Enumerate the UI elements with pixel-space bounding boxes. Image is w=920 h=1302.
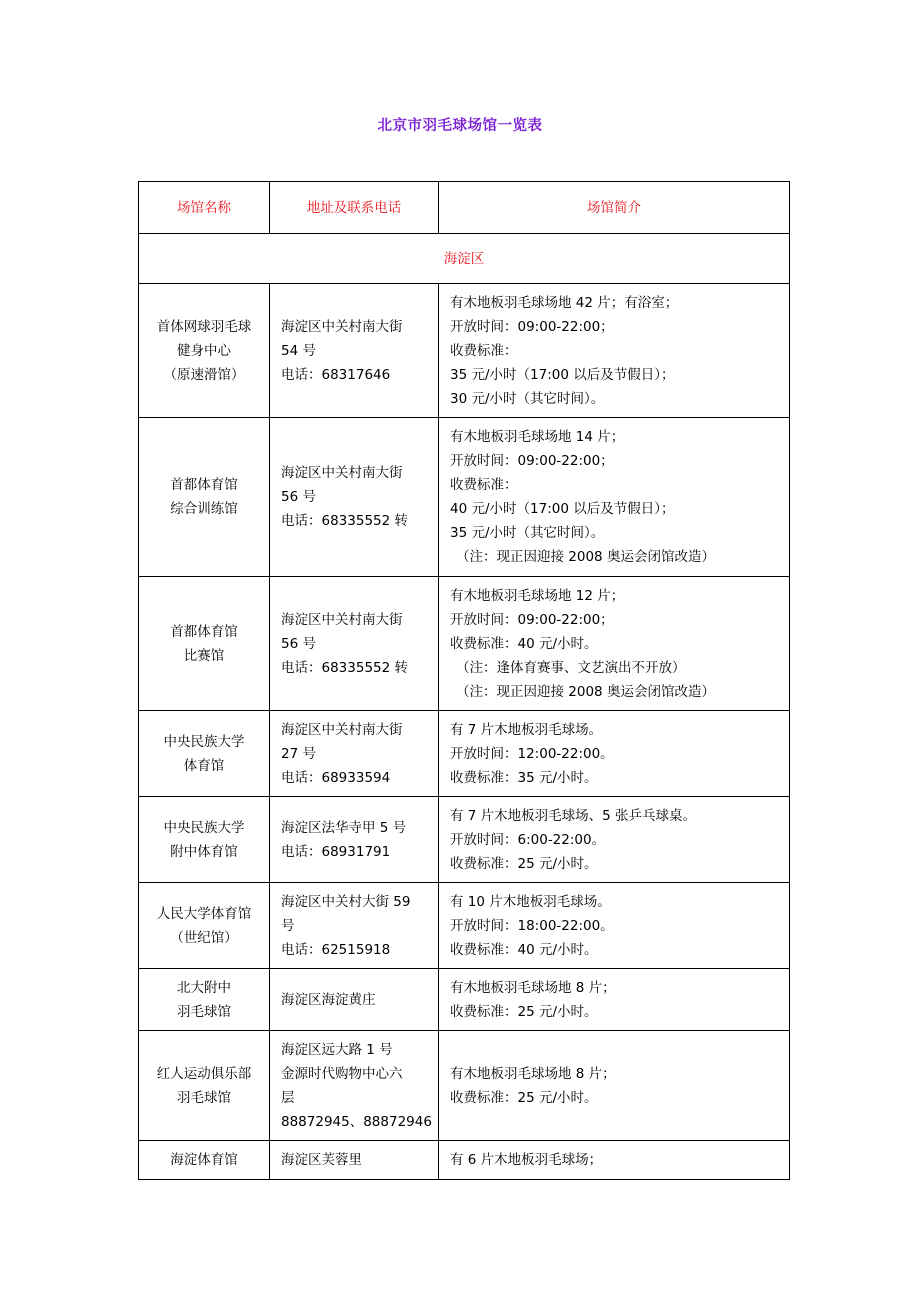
table-body — [139, 284, 790, 1180]
intro-line: 收费标准： — [450, 342, 518, 359]
name-line: 羽毛球馆 — [177, 1003, 231, 1020]
venue-table — [138, 181, 790, 1180]
address-line: 88872945、88872946 — [281, 1113, 432, 1130]
address-line: 电话：62515918 — [281, 941, 391, 958]
address-line: 电话：68931791 — [281, 843, 391, 860]
intro-line: 30 元/小时（其它时间）。 — [450, 390, 605, 407]
address-line: 54 号 — [281, 342, 316, 359]
name-line: 红人运动俱乐部 — [156, 1065, 252, 1082]
name-line: 北大附中 — [177, 979, 231, 996]
name-line: 首都体育馆 — [170, 623, 238, 640]
name-line: 首都体育馆 — [170, 477, 238, 493]
intro-line: 收费标准： — [450, 477, 518, 493]
intro-line: 有木地板羽毛球场地 8 片； — [450, 979, 616, 996]
table-row — [139, 969, 790, 1031]
name-line: （世纪馆） — [170, 929, 238, 946]
name-line: 比赛馆 — [183, 647, 225, 664]
intro-line: 有木地板羽毛球场地 14 片； — [450, 429, 625, 445]
address-line: 海淀区远大路 1 号 — [281, 1041, 393, 1058]
address-line: 海淀区海淀黄庄 — [281, 991, 376, 1008]
name-line: 附中体育馆 — [170, 843, 238, 860]
intro-line: 有 7 片木地板羽毛球场、5 张乒乓球桌。 — [450, 807, 697, 824]
table-row — [139, 577, 790, 711]
address-line: 海淀区中关村南大街 — [281, 721, 403, 738]
intro-line: （注：现正因迎接 2008 奥运会闭馆改造） — [456, 549, 715, 565]
address-cell — [270, 1141, 439, 1180]
address-line: 电话：68335552 转 — [281, 513, 409, 529]
venue-name-cell — [139, 1031, 270, 1141]
intro-line: （注：现正因迎接 2008 奥运会闭馆改造） — [456, 683, 715, 700]
venue-name-cell — [139, 418, 270, 577]
venue-name-cell — [139, 797, 270, 883]
address-line: 海淀区中关村南大街 — [281, 611, 403, 628]
table-row — [139, 711, 790, 797]
intro-line: （注：逢体育赛事、文艺演出不开放） — [456, 659, 686, 676]
intro-line: 开放时间：6:00-22:00。 — [450, 831, 606, 848]
table-row — [139, 1031, 790, 1141]
name-line: 体育馆 — [183, 757, 225, 774]
address-cell — [270, 969, 439, 1031]
address-line: 金源时代购物中心六 — [281, 1065, 403, 1082]
venue-name-cell — [139, 711, 270, 797]
table-row — [139, 284, 790, 418]
name-line: 首体网球羽毛球 — [156, 318, 252, 335]
name-line: 人民大学体育馆 — [156, 905, 252, 922]
district-row — [139, 234, 790, 284]
address-line: 电话：68933594 — [281, 769, 391, 786]
intro-cell — [439, 711, 790, 797]
venue-name-cell — [139, 969, 270, 1031]
name-line: 中央民族大学 — [163, 819, 245, 836]
intro-line: 有 10 片木地板羽毛球场。 — [450, 893, 611, 910]
name-line: 健身中心 — [177, 342, 231, 359]
intro-line: 开放时间：18:00-22:00。 — [450, 917, 614, 934]
address-cell — [270, 883, 439, 969]
address-line: 层 — [281, 1089, 295, 1106]
header-venue-intro: 场馆简介 — [439, 182, 790, 234]
name-line: 综合训练馆 — [170, 501, 238, 517]
intro-line: 35 元/小时（17:00 以后及节假日）； — [450, 366, 675, 383]
table-row — [139, 883, 790, 969]
intro-line: 收费标准：40 元/小时。 — [450, 941, 598, 958]
name-line: 海淀体育馆 — [170, 1152, 238, 1168]
intro-cell — [439, 969, 790, 1031]
address-line: 56 号 — [281, 489, 316, 505]
intro-cell — [439, 418, 790, 577]
table-row — [139, 1141, 790, 1180]
intro-line: 有木地板羽毛球场地 12 片； — [450, 587, 625, 604]
intro-line: 收费标准：25 元/小时。 — [450, 855, 598, 872]
intro-cell — [439, 577, 790, 711]
intro-line: 有 6 片木地板羽毛球场； — [450, 1152, 603, 1168]
intro-cell — [439, 1031, 790, 1141]
address-line: 海淀区芙蓉里 — [281, 1152, 362, 1168]
intro-cell — [439, 1141, 790, 1180]
intro-line: 收费标准：35 元/小时。 — [450, 769, 598, 786]
intro-line: 有木地板羽毛球场地 42 片；有浴室； — [450, 294, 679, 311]
intro-line: 开放时间：09:00-22:00； — [450, 318, 614, 335]
table-row — [139, 797, 790, 883]
venue-name-cell — [139, 284, 270, 418]
intro-line: 开放时间：09:00-22:00； — [450, 453, 614, 469]
venue-name-cell — [139, 883, 270, 969]
venue-name-cell — [139, 577, 270, 711]
intro-line: 有 7 片木地板羽毛球场。 — [450, 721, 603, 738]
venue-name-cell — [139, 1141, 270, 1180]
header-venue-name: 场馆名称 — [139, 182, 270, 234]
address-line: 海淀区中关村南大街 — [281, 465, 403, 481]
address-cell — [270, 797, 439, 883]
intro-line: 开放时间：12:00-22:00。 — [450, 745, 614, 762]
address-line: 电话：68317646 — [281, 366, 391, 383]
address-line: 海淀区法华寺甲 5 号 — [281, 819, 407, 836]
address-line: 56 号 — [281, 635, 316, 652]
address-cell — [270, 1031, 439, 1141]
table-header-row — [139, 182, 790, 234]
name-line: 羽毛球馆 — [177, 1089, 231, 1106]
intro-cell — [439, 284, 790, 418]
name-line: （原速滑馆） — [163, 366, 245, 383]
intro-line: 收费标准：40 元/小时。 — [450, 635, 598, 652]
address-cell — [270, 284, 439, 418]
page-title: 北京市羽毛球场馆一览表 — [377, 118, 543, 134]
table-row — [139, 418, 790, 577]
address-line: 电话：68335552 转 — [281, 659, 409, 676]
name-line: 中央民族大学 — [163, 733, 245, 750]
intro-line: 开放时间：09:00-22:00； — [450, 611, 614, 628]
address-cell — [270, 711, 439, 797]
intro-cell — [439, 883, 790, 969]
intro-cell — [439, 797, 790, 883]
intro-line: 40 元/小时（17:00 以后及节假日）； — [450, 501, 675, 517]
intro-line: 35 元/小时（其它时间）。 — [450, 525, 605, 541]
intro-line: 有木地板羽毛球场地 8 片； — [450, 1065, 616, 1082]
address-line: 海淀区中关村南大街 — [281, 318, 403, 335]
address-line: 号 — [281, 917, 295, 934]
address-line: 海淀区中关村大街 59 — [281, 893, 411, 910]
intro-line: 收费标准：25 元/小时。 — [450, 1003, 598, 1020]
address-line: 27 号 — [281, 745, 316, 762]
district-label: 海淀区 — [139, 234, 790, 284]
address-cell — [270, 577, 439, 711]
intro-line: 收费标准：25 元/小时。 — [450, 1089, 598, 1106]
address-cell — [270, 418, 439, 577]
header-address-phone: 地址及联系电话 — [270, 182, 439, 234]
